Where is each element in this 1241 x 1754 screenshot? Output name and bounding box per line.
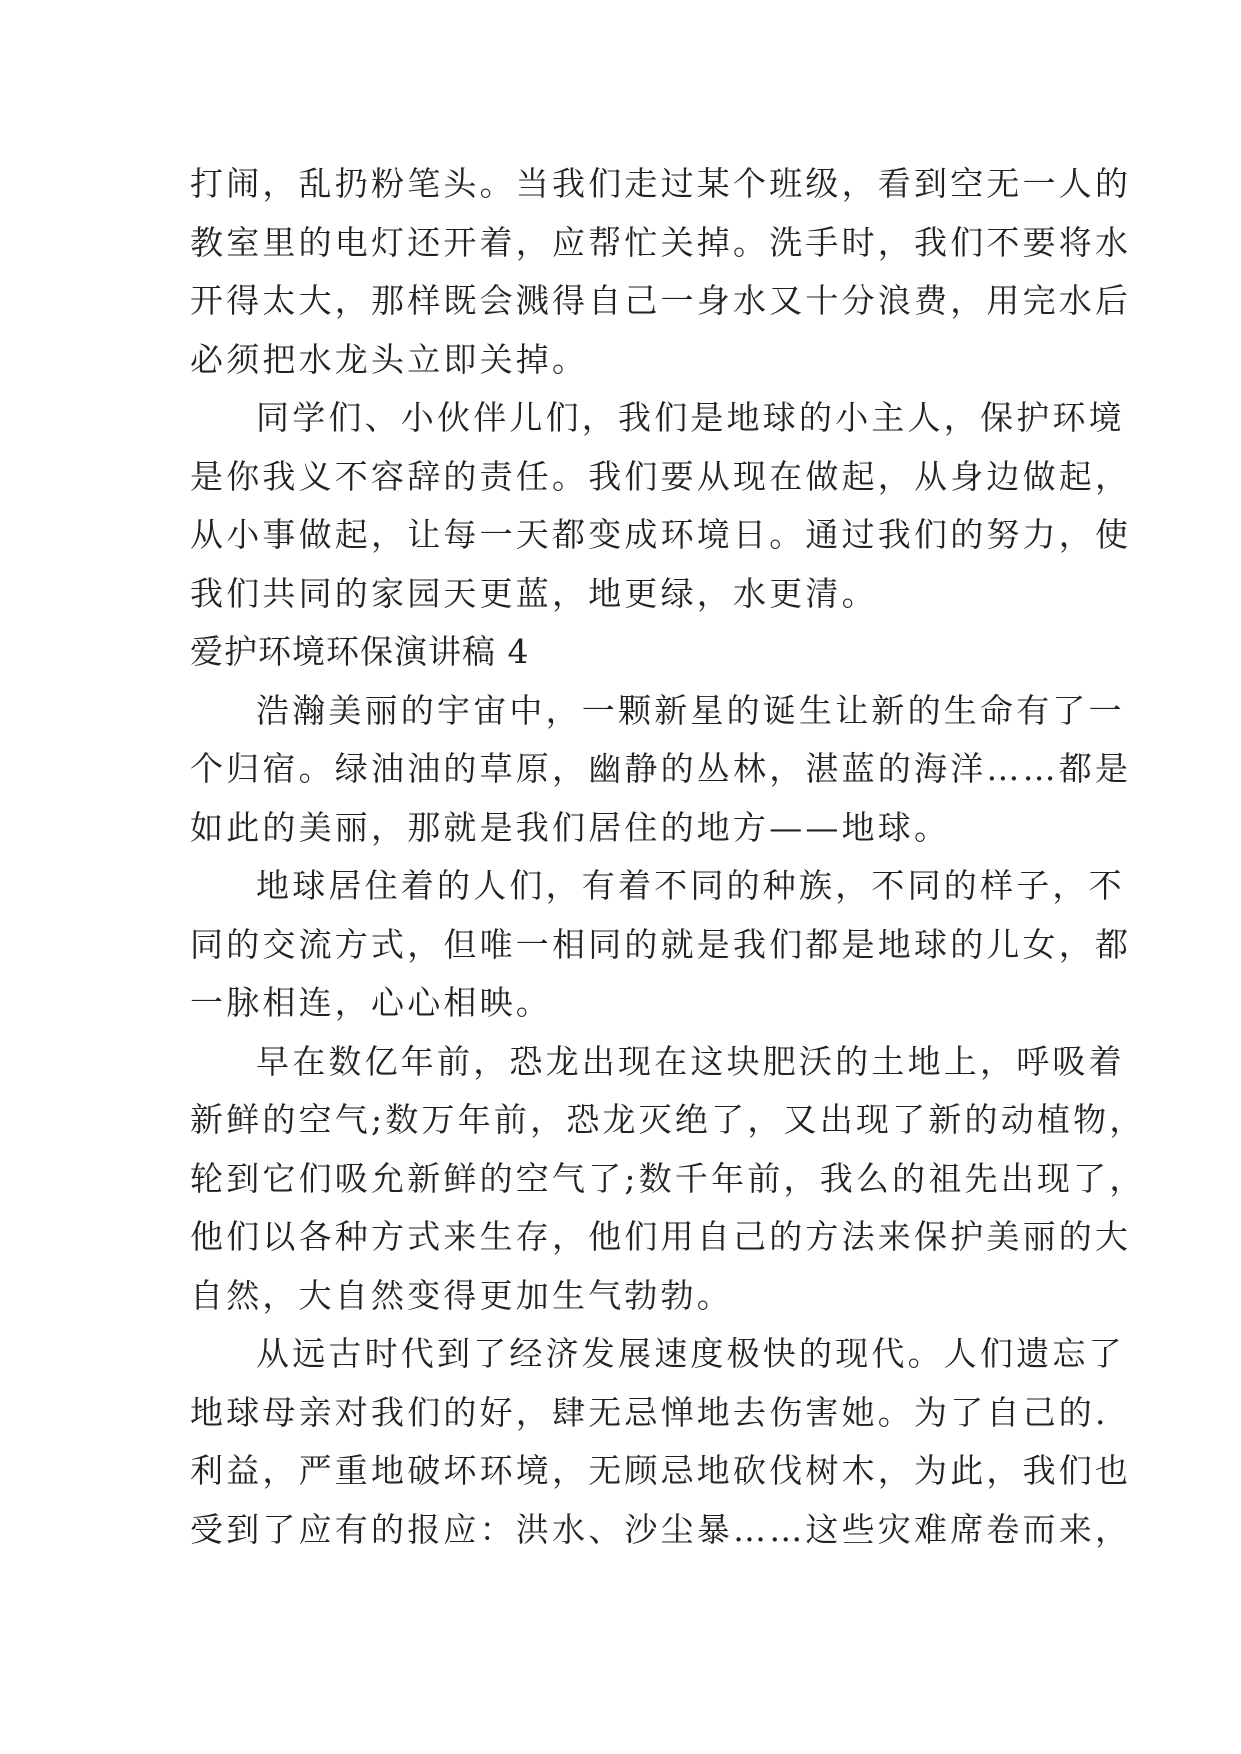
- text-line: 同的交流方式，但唯一相同的就是我们都是地球的儿女，都: [190, 924, 1132, 964]
- text-line: 一脉相连，心心相映。: [190, 983, 552, 1022]
- text-line: 自然，大自然变得更加生气勃勃。: [190, 1275, 733, 1315]
- text-line: 新鲜的空气;数万年前，恐龙灭绝了，又出现了新的动植物，: [190, 1100, 1146, 1139]
- paragraph-first-line: 从远古时代到了经济发展速度极快的现代。人们遗忘了: [256, 1334, 1125, 1373]
- text-line: 是你我义不容辞的责任。我们要从现在做起，从身边做起，: [190, 456, 1132, 496]
- section-heading: 爱护环境环保演讲稿 4: [190, 632, 530, 671]
- text-line: 利益，严重地破坏环境，无顾忌地砍伐树木，为此，我们也: [190, 1451, 1132, 1490]
- text-line: 地球母亲对我们的好，肆无忌惮地去伤害她。为了自己的.: [190, 1392, 1109, 1432]
- document-body: [190, 155, 1146, 1559]
- paragraph-first-line: 早在数亿年前，恐龙出现在这块肥沃的土地上，呼吸着: [256, 1041, 1125, 1081]
- paragraph-first-line: 地球居住着的人们，有着不同的种族，不同的样子，不: [256, 866, 1125, 905]
- text-line: 个归宿。绿油油的草原，幽静的丛林，湛蓝的海洋……都是: [190, 749, 1132, 788]
- text-line: 受到了应有的报应：洪水、沙尘暴……这些灾难席卷而来，: [190, 1509, 1132, 1549]
- text-line: 如此的美丽，那就是我们居住的地方——地球。: [190, 807, 951, 847]
- text-line: 打闹，乱扔粉笔头。当我们走过某个班级，看到空无一人的: [190, 164, 1132, 203]
- text-line: 他们以各种方式来生存，他们用自己的方法来保护美丽的大: [190, 1217, 1132, 1256]
- text-line: 轮到它们吸允新鲜的空气了;数千年前，我么的祖先出现了，: [190, 1158, 1146, 1198]
- text-line: 必须把水龙头立即关掉。: [190, 339, 589, 379]
- text-line: 教室里的电灯还开着，应帮忙关掉。洗手时，我们不要将水: [190, 222, 1132, 262]
- text-line: 我们共同的家园天更蓝，地更绿，水更清。: [190, 573, 878, 613]
- paragraph-first-line: 同学们、小伙伴儿们，我们是地球的小主人，保护环境: [256, 398, 1125, 437]
- paragraph-first-line: 浩瀚美丽的宇宙中，一颗新星的诞生让新的生命有了一: [256, 690, 1125, 730]
- text-line: 从小事做起，让每一天都变成环境日。通过我们的努力，使: [190, 515, 1132, 554]
- text-line: 开得太大，那样既会溅得自己一身水又十分浪费，用完水后: [190, 281, 1132, 320]
